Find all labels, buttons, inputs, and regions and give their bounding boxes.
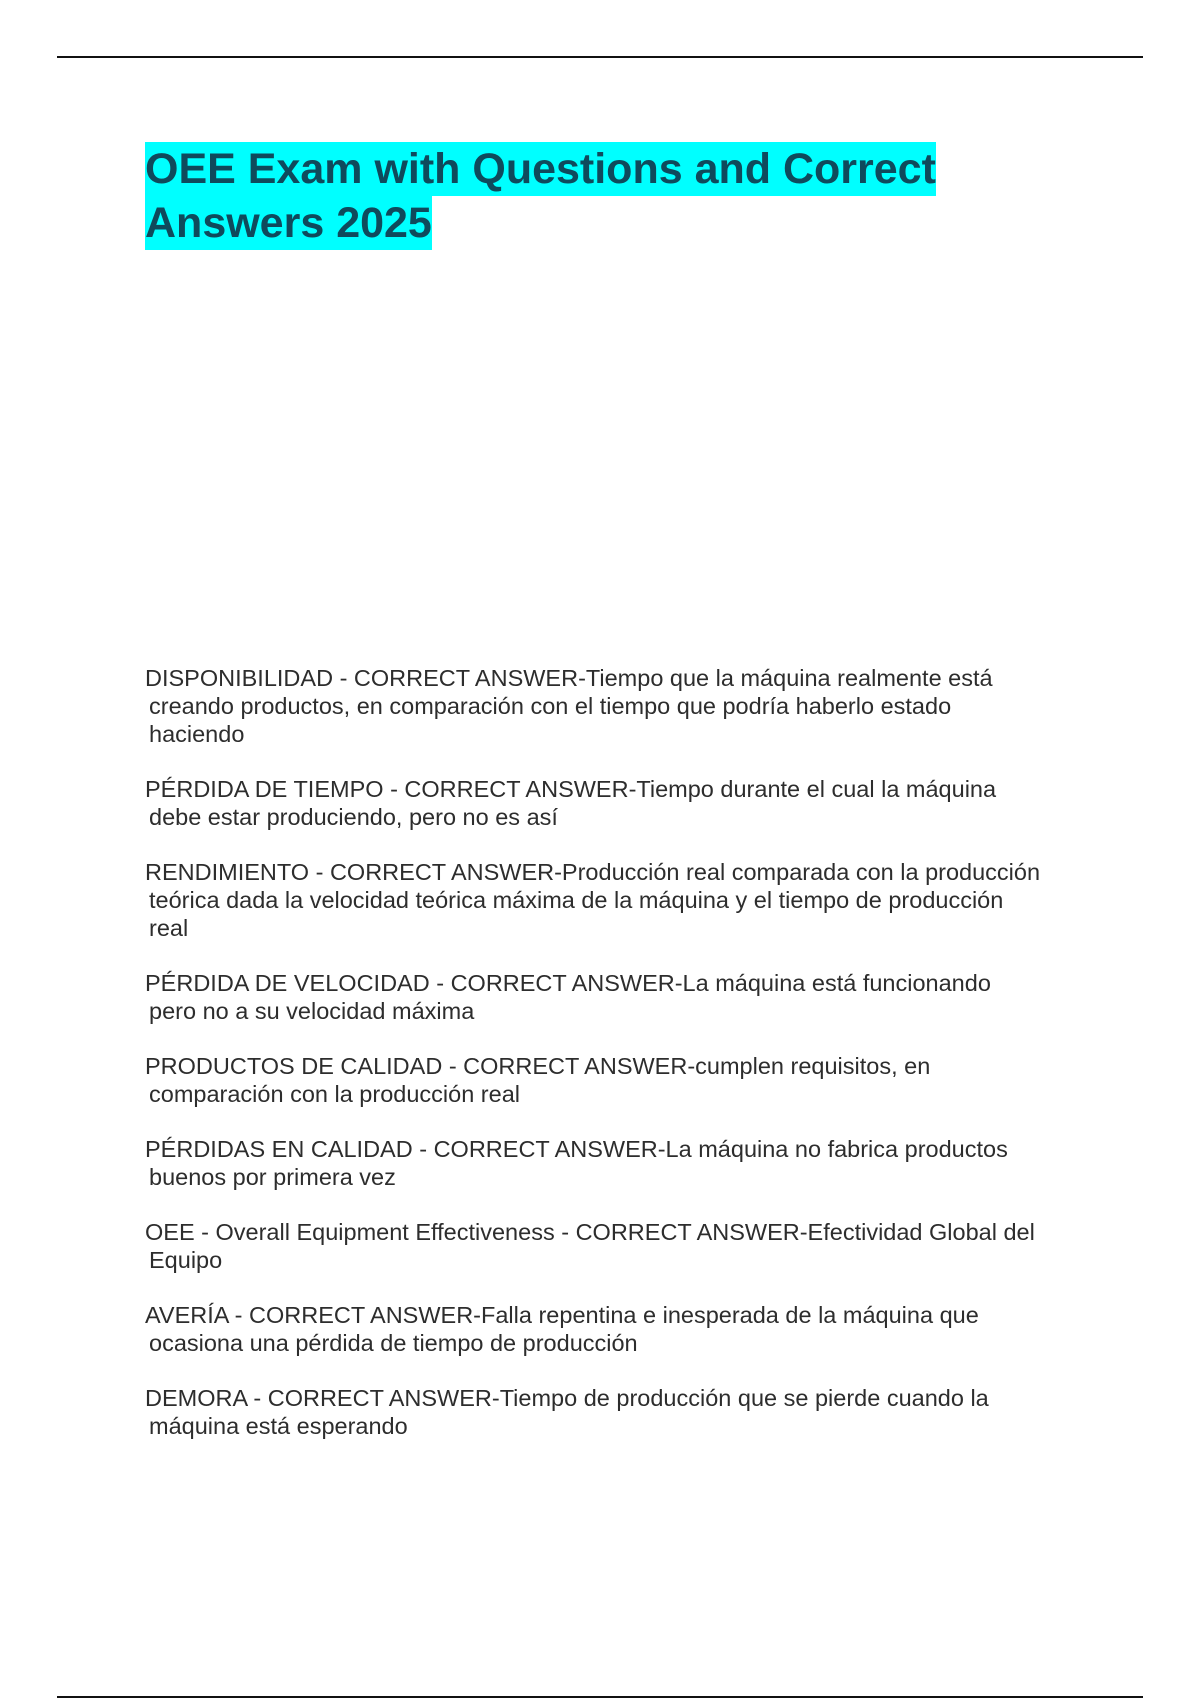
title-line-2: Answers 2025	[145, 196, 432, 250]
qa-line: buenos por primera vez	[149, 1164, 396, 1190]
bottom-rule	[57, 1696, 1143, 1698]
qa-line: DISPONIBILIDAD - CORRECT ANSWER-Tiempo que la máquina realmente está	[145, 665, 993, 691]
qa-line: PÉRDIDAS EN CALIDAD - CORRECT ANSWER-La máquina no fabrica productos	[145, 1136, 1008, 1162]
qa-line: real	[149, 915, 189, 941]
qa-item-rendimiento	[145, 858, 1095, 942]
qa-item-perdidas-en-calidad	[145, 1135, 1095, 1191]
title-line-1: OEE Exam with Questions and Correct	[145, 142, 936, 196]
top-rule	[57, 56, 1143, 58]
qa-line: máquina está esperando	[149, 1413, 408, 1439]
qa-line: AVERÍA - CORRECT ANSWER-Falla repentina e inesperada de la máquina que	[145, 1302, 979, 1328]
qa-line: debe estar produciendo, pero no es así	[149, 804, 558, 830]
qa-line: DEMORA - CORRECT ANSWER-Tiempo de producción que se pierde cuando la	[145, 1385, 989, 1411]
qa-line: comparación con la producción real	[149, 1081, 520, 1107]
qa-item-disponibilidad	[145, 664, 1095, 748]
qa-item-averia	[145, 1301, 1095, 1357]
qa-line: creando productos, en comparación con el tiempo que podría haberlo estado	[149, 693, 952, 719]
qa-item-oee	[145, 1218, 1095, 1274]
qa-item-productos-de-calidad	[145, 1052, 1095, 1108]
qa-item-perdida-de-velocidad	[145, 969, 1095, 1025]
qa-line: PÉRDIDA DE VELOCIDAD - CORRECT ANSWER-La máquina está funcionando	[145, 970, 991, 996]
qa-line: RENDIMIENTO - CORRECT ANSWER-Producción real comparada con la producción	[145, 859, 1041, 885]
qa-line: Equipo	[149, 1247, 223, 1273]
qa-item-perdida-de-tiempo	[145, 775, 1095, 831]
qa-line: OEE - Overall Equipment Effectiveness - CORRECT ANSWER-Efectividad Global del	[145, 1219, 1035, 1245]
qa-line: PRODUCTOS DE CALIDAD - CORRECT ANSWER-cumplen requisitos, en	[145, 1053, 931, 1079]
page-title	[145, 142, 1045, 250]
qa-list	[145, 664, 1095, 1467]
qa-line: PÉRDIDA DE TIEMPO - CORRECT ANSWER-Tiempo durante el cual la máquina	[145, 776, 997, 802]
qa-line: pero no a su velocidad máxima	[149, 998, 475, 1024]
qa-line: ocasiona una pérdida de tiempo de producción	[149, 1330, 638, 1356]
qa-line: teórica dada la velocidad teórica máxima de la máquina y el tiempo de producción	[149, 887, 1004, 913]
qa-line: haciendo	[149, 721, 245, 747]
qa-item-demora	[145, 1384, 1095, 1440]
